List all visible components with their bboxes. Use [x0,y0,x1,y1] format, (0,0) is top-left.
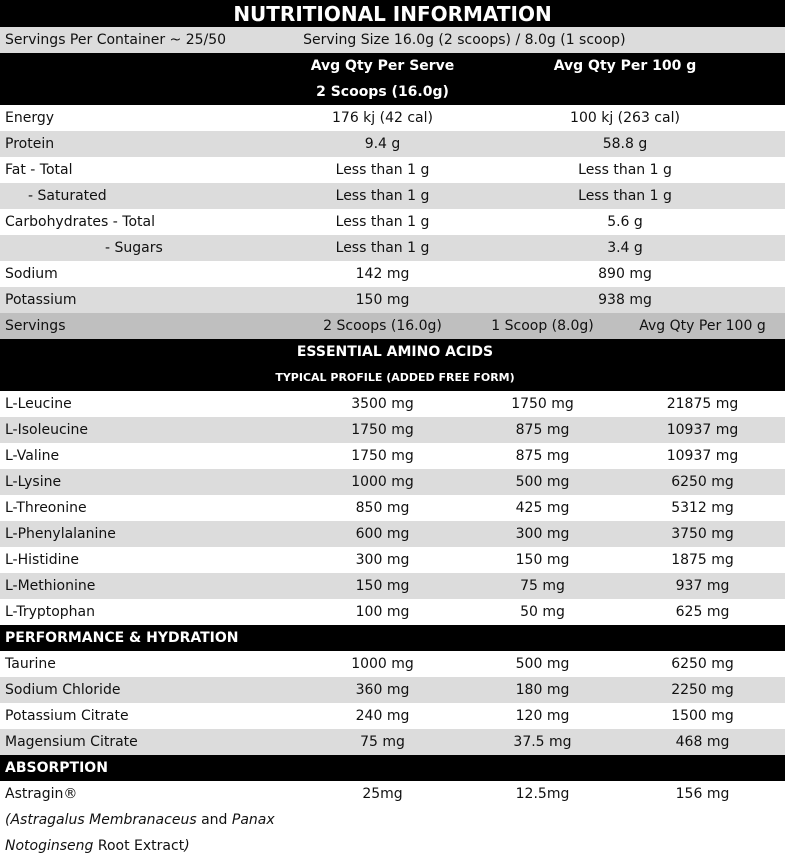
servings-col-per100g: Avg Qty Per 100 g [639,318,766,334]
serving-size: Serving Size 16.0g (2 scoops) / 8.0g (1 scoop) [303,32,626,48]
nutrient-label: Fat - Total [5,162,73,178]
nutrient-per-100g: 58.8 g [602,136,648,152]
servings-row [0,313,785,339]
ingredient-1scoop: 500 mg [515,474,570,490]
nutrient-label: Carbohydrates - Total [5,214,155,230]
ingredient-per100g: 10937 mg [666,422,739,438]
ingredient-2scoops: 3500 mg [351,396,414,412]
eaa-title: ESSENTIAL AMINO ACIDS [296,344,494,360]
ingredient-label: Sodium Chloride [5,682,121,698]
ingredient-label: Taurine [5,656,56,672]
nutrition-row [0,209,785,235]
col-avg-per-serve: Avg Qty Per Serve 2 Scoops (16.0g) [310,58,455,100]
ingredient-label: L-Methionine [5,578,96,594]
ingredient-per100g: 937 mg [675,578,730,594]
ingredient-row [0,469,785,495]
performance-section-header [0,625,785,651]
ingredient-per100g: 1875 mg [671,552,734,568]
ingredient-2scoops: 300 mg [355,552,410,568]
ingredient-label: L-Histidine [5,552,79,568]
servings-label: Servings [5,318,66,334]
servings-per-container: Servings Per Container ~ 25/50 [5,32,227,48]
nutrition-row [0,131,785,157]
ingredient-2scoops: 240 mg [355,708,410,724]
ingredient-1scoop: 1750 mg [511,396,574,412]
eaa-subtitle: TYPICAL PROFILE (ADDED FREE FORM) [275,371,515,384]
astragin-label: Astragin® [5,786,78,802]
ingredient-row [0,651,785,677]
ingredient-1scoop: 500 mg [515,656,570,672]
nutrient-per-100g: Less than 1 g [578,188,672,204]
performance-title: PERFORMANCE & HYDRATION [5,630,239,646]
col-avg-per-100g: Avg Qty Per 100 g [553,58,697,74]
nutrient-per-100g: 3.4 g [607,240,643,256]
ingredient-per100g: 3750 mg [671,526,734,542]
ingredient-1scoop: 180 mg [515,682,570,698]
nutrient-per-serve: 176 kj (42 cal) [332,110,433,126]
ingredient-1scoop: 300 mg [515,526,570,542]
nutrition-row [0,235,785,261]
ingredient-label: L-Threonine [5,500,87,516]
ingredient-1scoop: 37.5 mg [513,734,572,750]
astragin-c2: 25mg [362,786,403,802]
serving-info-row [0,27,785,53]
ingredient-2scoops: 600 mg [355,526,410,542]
servings-col-2scoops: 2 Scoops (16.0g) [323,318,442,334]
servings-col-1scoop: 1 Scoop (8.0g) [491,318,594,334]
ingredient-1scoop: 120 mg [515,708,570,724]
nutrition-row [0,261,785,287]
absorption-section-header [0,755,785,781]
ingredient-row [0,391,785,417]
nutrient-per-100g: Less than 1 g [578,162,672,178]
ingredient-2scoops: 75 mg [360,734,405,750]
nutrient-per-serve: Less than 1 g [335,240,430,256]
ingredient-row [0,495,785,521]
ingredient-per100g: 2250 mg [671,682,734,698]
ingredient-per100g: 5312 mg [671,500,734,516]
nutrient-per-100g: 890 mg [598,266,652,282]
ingredient-per100g: 6250 mg [671,656,734,672]
nutrient-per-serve: Less than 1 g [335,214,430,230]
footnote-line-1: (Astragalus Membranaceus and Panax [5,812,275,828]
astragin-c3: 12.5mg [515,786,570,802]
absorption-title: ABSORPTION [5,760,108,776]
ingredient-label: L-Tryptophan [5,604,96,620]
nutrition-row [0,183,785,209]
ingredient-2scoops: 1750 mg [351,422,414,438]
ingredient-row [0,599,785,625]
nutrition-row [0,105,785,131]
nutrition-row [0,287,785,313]
nutrient-per-serve: 150 mg [355,292,410,308]
ingredient-row [0,729,785,755]
nutrient-per-100g: 100 kj (263 cal) [570,110,680,126]
nutrient-label: - Saturated [28,188,107,204]
nutrition-rows [0,105,785,313]
eaa-rows [0,391,785,625]
ingredient-per100g: 1500 mg [671,708,734,724]
nutrient-label: Energy [5,110,55,126]
ingredient-2scoops: 1000 mg [351,474,414,490]
ingredient-label: L-Valine [5,448,60,464]
ingredient-2scoops: 1750 mg [351,448,414,464]
astragin-footnote [0,807,785,859]
ingredient-1scoop: 875 mg [515,448,570,464]
ingredient-label: Potassium Citrate [5,708,129,724]
nutrient-per-serve: 142 mg [355,266,410,282]
ingredient-row [0,573,785,599]
nutrient-label: - Sugars [105,240,163,256]
ingredient-per100g: 625 mg [675,604,730,620]
nutrition-header-row [0,53,785,105]
ingredient-per100g: 10937 mg [666,448,739,464]
ingredient-1scoop: 875 mg [515,422,570,438]
nutrition-row [0,157,785,183]
ingredient-label: Magensium Citrate [5,734,138,750]
ingredient-1scoop: 150 mg [515,552,570,568]
ingredient-1scoop: 75 mg [520,578,565,594]
panel-title: NUTRITIONAL INFORMATION [0,0,785,27]
eaa-section-header [0,339,785,391]
ingredient-row [0,417,785,443]
nutrient-per-serve: Less than 1 g [335,162,430,178]
ingredient-label: L-Lysine [5,474,62,490]
ingredient-2scoops: 100 mg [355,604,410,620]
nutrient-per-serve: 9.4 g [364,136,401,152]
ingredient-1scoop: 50 mg [520,604,565,620]
footnote-line-2: Notoginseng Root Extract) [5,838,190,854]
ingredient-row [0,703,785,729]
ingredient-row [0,547,785,573]
astragin-row [0,781,785,807]
ingredient-per100g: 21875 mg [666,396,739,412]
ingredient-2scoops: 360 mg [355,682,410,698]
ingredient-label: L-Isoleucine [5,422,89,438]
ingredient-2scoops: 150 mg [355,578,410,594]
ingredient-per100g: 6250 mg [671,474,734,490]
ingredient-2scoops: 850 mg [355,500,410,516]
nutrient-per-100g: 5.6 g [607,214,643,230]
ingredient-label: L-Phenylalanine [5,526,116,542]
ingredient-per100g: 468 mg [675,734,730,750]
astragin-c4: 156 mg [675,786,730,802]
ingredient-2scoops: 1000 mg [351,656,414,672]
nutrient-per-serve: Less than 1 g [335,188,430,204]
performance-rows [0,651,785,755]
ingredient-1scoop: 425 mg [515,500,570,516]
nutrient-per-100g: 938 mg [598,292,652,308]
ingredient-label: L-Leucine [5,396,72,412]
nutrient-label: Protein [5,136,55,152]
ingredient-row [0,521,785,547]
ingredient-row [0,677,785,703]
nutrient-label: Potassium [5,292,77,308]
nutrient-label: Sodium [5,266,58,282]
ingredient-row [0,443,785,469]
